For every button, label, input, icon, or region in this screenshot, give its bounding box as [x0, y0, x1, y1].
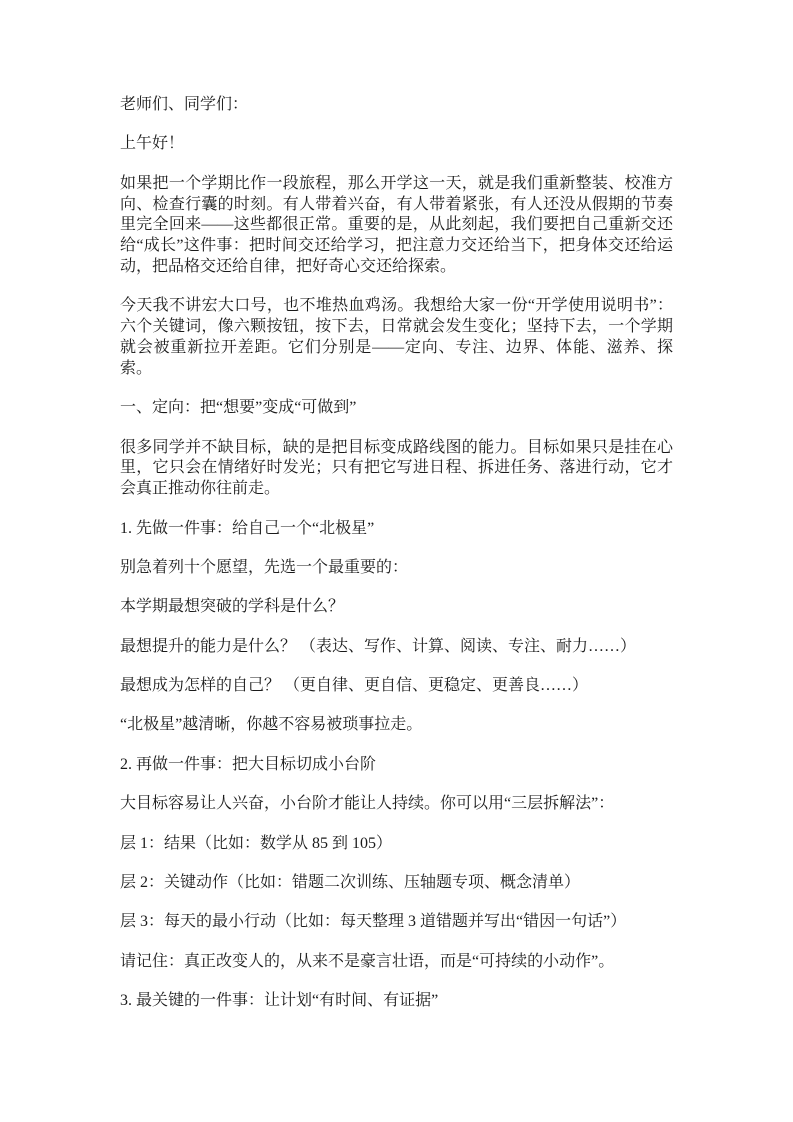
keywords-overview-paragraph: 今天我不讲宏大口号，也不堆热血鸡汤。我想给大家一份“开学使用说明书”：六个关键词，像六颗按钮，按下去，日常就会发生变化；坚持下去，一个学期就会被重新拉开差距。它们分别是——定向、专注、边界、体能、滋养、探索。	[120, 297, 673, 377]
step-2-layer: 层 2：关键动作（比如：错题二次训练、压轴题专项、概念清单）	[120, 874, 581, 892]
intro-paragraph: 如果把一个学期比作一段旅程，那么开学这一天，就是我们重新整装、校准方向、检查行囊的时刻。有人带着兴奋，有人带着紧张，有人还没从假期的节奏里完全回来——这些都很正常。重要的是，从此刻起，我们要把自己重新交还给“成长”这件事：把时间交还给学习，把注意力交还给当下，把身体交还给运动，把品格交还给自律，把好奇心交还给探索。	[120, 174, 673, 275]
step-1-question: 本学期最想突破的学科是什么？	[120, 598, 345, 616]
step-2-summary: 请记住：真正改变人的，从来不是豪言壮语，而是“可持续的小动作”。	[120, 952, 615, 970]
step-1-summary: “北极星”越清晰，你越不容易被琐事拉走。	[120, 716, 423, 734]
step-1-lead: 别急着列十个愿望，先选一个最重要的：	[120, 558, 409, 576]
step-1-heading: 1. 先做一件事：给自己一个“北极星”	[120, 519, 375, 537]
section-1-lead-paragraph: 很多同学并不缺目标，缺的是把目标变成路线图的能力。目标如果只是挂在心里，它只会在情绪好时发光；只有把它写进日程、拆进任务、落进行动，它才会真正推动你往前走。	[120, 438, 673, 498]
salutation-line: 老师们、同学们：	[120, 96, 249, 113]
step-2-layer: 层 3：每天的最小行动（比如：每天整理 3 道错题并写出“错因一句话”）	[120, 913, 627, 931]
section-1-heading: 一、定向：把“想要”变成“可做到”	[120, 399, 357, 417]
step-3-heading: 3. 最关键的一件事：让计划“有时间、有证据”	[120, 992, 439, 1010]
step-1-question: 最想提升的能力是什么？ （表达、写作、计算、阅读、专注、耐力……）	[120, 637, 637, 655]
step-2-heading: 2. 再做一件事：把大目标切成小台阶	[120, 755, 377, 773]
greeting-line: 上午好！	[120, 135, 185, 153]
step-2-lead: 大目标容易让人兴奋，小台阶才能让人持续。你可以用“三层拆解法”：	[120, 795, 615, 813]
step-1-question: 最想成为怎样的自己？ （更自律、更自信、更稳定、更善良……）	[120, 677, 589, 695]
step-2-layer: 层 1：结果（比如：数学从 85 到 105）	[120, 834, 393, 852]
